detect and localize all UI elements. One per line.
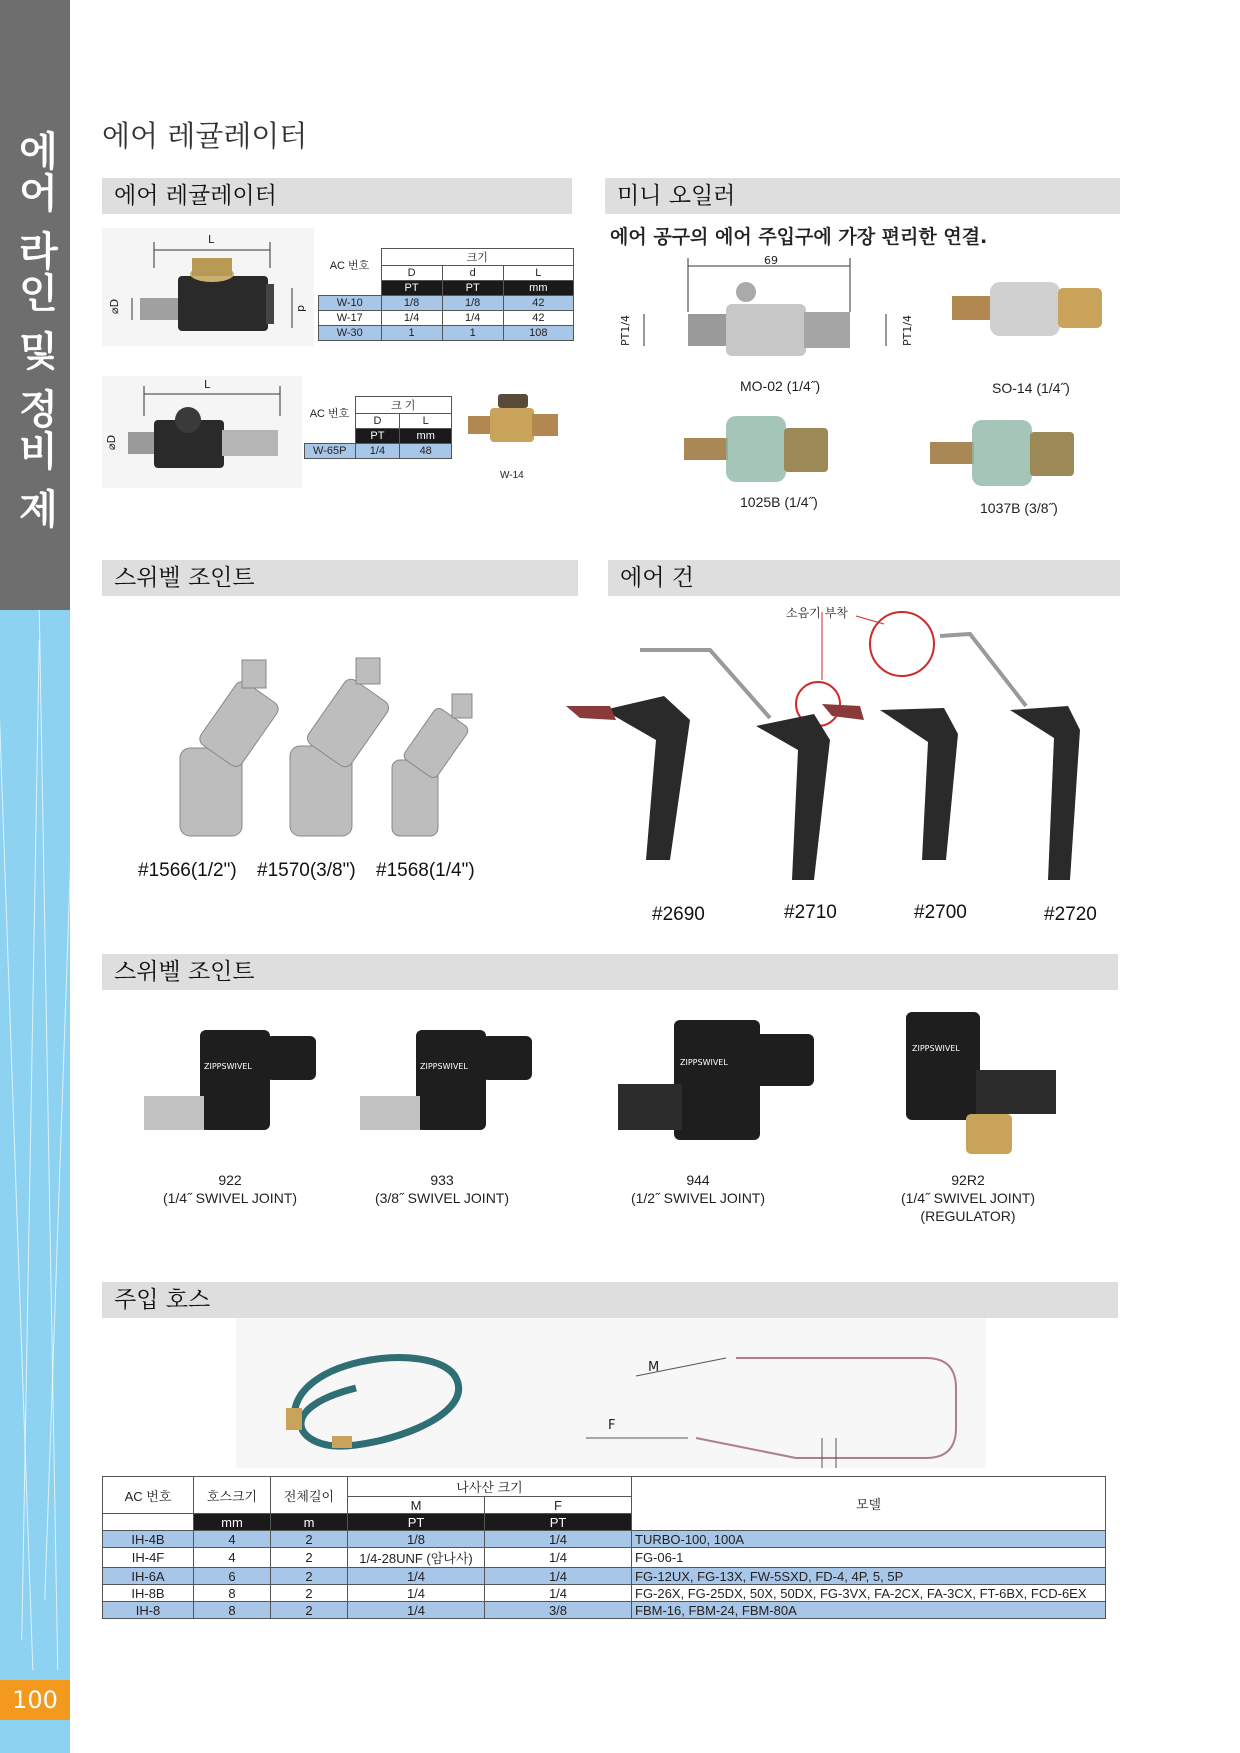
hose-image xyxy=(236,1318,986,1468)
table-row: W-30 1 1 108 xyxy=(319,326,574,341)
w14-caption: W-14 xyxy=(500,470,524,481)
swivel-933-desc: (3/8˝ SWIVEL JOINT) xyxy=(374,1190,510,1206)
table-row: IH-6A 6 2 1/4 1/4 FG-12UX, FG-13X, FW-5SXD, FD-4, 4P, 5, 5P xyxy=(103,1568,1106,1585)
swivel-944-code: 944 xyxy=(686,1172,710,1188)
dim-L-label: L xyxy=(208,233,215,246)
unit-cell: PT xyxy=(442,281,503,296)
col-header: L xyxy=(503,266,573,281)
table-header-ac: AC 번호 xyxy=(103,1477,194,1514)
swivel-933-code: 933 xyxy=(430,1172,454,1188)
swivel-944-image xyxy=(614,1012,824,1148)
dim-D-label-2: ⌀D xyxy=(105,434,119,451)
col-header: D xyxy=(381,266,442,281)
w14-product-image xyxy=(462,390,566,460)
table-header-hose-size: 호스크기 xyxy=(194,1477,271,1514)
section-header-swivel-joint: 스위벨 조인트 xyxy=(102,560,578,596)
table-row: IH-4F 4 2 1/4-28UNF (암나사) 1/4 FG-06-1 xyxy=(103,1548,1106,1568)
page-number: 100 xyxy=(0,1680,70,1720)
table-header-model: 모델 xyxy=(632,1477,1106,1531)
swivel-caption: #1570(3/8") xyxy=(257,860,356,881)
table-header-ac: AC 번호 xyxy=(329,259,370,272)
section-header-air-gun: 에어 건 xyxy=(608,560,1120,596)
table-row: IH-8 8 2 1/4 3/8 FBM-16, FBM-24, FBM-80A xyxy=(103,1602,1106,1619)
swivel-922-image xyxy=(140,1018,320,1144)
zipp-brand-label: ZIPPSWIVEL xyxy=(204,1062,252,1071)
table-row: W-65P 1/4 48 xyxy=(305,444,452,459)
table-row: W-17 1/4 1/4 42 xyxy=(319,311,574,326)
table-row: W-10 1/8 1/8 42 xyxy=(319,296,574,311)
zipp-brand-label: ZIPPSWIVEL xyxy=(912,1044,960,1053)
swivel-caption: #1566(1/2") xyxy=(138,860,237,881)
mini-oiler-caption: 1025B (1/4˝) xyxy=(740,494,818,510)
table-row: IH-8B 8 2 1/4 1/4 FG-26X, FG-25DX, 50X, 50DX, FG-3VX, FA-2CX, FA-3CX, FT-6BX, FCD-6EX xyxy=(103,1585,1106,1602)
hose-spec-table: AC 번호 호스크기 전체길이 나사산 크기 모델 M F mm m PT PT IH-4B 4 2 1/8 1/4 TURBO-100, 100A IH-4F 4 2 1/4-28UNF (암나사) 1/4 FG-06-1 IH-6A 6 2 1/4 1/4 FG-12UX, FG-13X, FW-5SXD, FD-4, 4P, 5, 5P IH-8B 8 2 1/4 1/4 FG-26X, FG-25DX, 50X, 50DX, FG-3VX, FA-2CX, FA-3CX, FT-6BX, FCD-6EX IH-8 8 2 1/4 3/8 FBM-16, FBM-24, FBM-80A xyxy=(102,1476,1106,1619)
hose-diagram-f-label: F xyxy=(608,1418,616,1433)
swivel-caption: #1568(1/4") xyxy=(376,860,475,881)
swivel-92r2-desc: (1/4˝ SWIVEL JOINT) xyxy=(900,1190,1036,1206)
swivel-92r2-code: 92R2 xyxy=(951,1172,985,1188)
table-header-size: 크기 xyxy=(381,249,574,266)
unit-cell: PT xyxy=(381,281,442,296)
mini-oiler-caption: MO-02 (1/4˝) xyxy=(740,378,821,394)
hose-diagram-m-label: M xyxy=(648,1360,660,1375)
table-header-length: 전체길이 xyxy=(271,1477,348,1514)
regulator-diagram-1 xyxy=(102,228,314,346)
section-header-hose: 주입 호스 xyxy=(102,1282,1118,1318)
regulator-drawing-2 xyxy=(102,376,302,488)
1037b-product-image xyxy=(926,412,1086,494)
zipp-brand-label: ZIPPSWIVEL xyxy=(420,1062,468,1071)
dim-69-label: 69 xyxy=(764,254,778,267)
mini-oiler-caption: SO-14 (1/4˝) xyxy=(992,380,1070,396)
so14-product-image xyxy=(948,268,1108,348)
mini-oiler-caption: 1037B (3/8˝) xyxy=(980,500,1058,516)
regulator-spec-table-2: AC 번호 크 기 D L PT mm W-65P 1/4 48 xyxy=(304,396,452,459)
swivel-944-desc: (1/2˝ SWIVEL JOINT) xyxy=(630,1190,766,1206)
air-gun-caption: #2710 xyxy=(784,902,837,923)
swivel-922-code: 922 xyxy=(218,1172,242,1188)
regulator-spec-table xyxy=(318,248,574,341)
table-header-thread: 나사산 크기 xyxy=(348,1477,632,1497)
1025b-product-image xyxy=(680,408,840,490)
dim-D-label: ⌀D xyxy=(108,298,122,315)
unit-cell: mm xyxy=(503,281,573,296)
regulator-diagram-2 xyxy=(102,376,302,488)
page-title: 에어 레귤레이터 xyxy=(102,119,308,153)
swivel-92r2-extra: (REGULATOR) xyxy=(920,1208,1016,1224)
zipp-brand-label: ZIPPSWIVEL xyxy=(680,1058,728,1067)
sidebar-title: 에어 라인 및 정비 제 xyxy=(12,130,58,530)
pt-right-label: PT1/4 xyxy=(901,314,915,347)
mo02-diagram xyxy=(614,252,914,370)
air-gun-images xyxy=(560,610,1120,900)
pt-left-label: PT1/4 xyxy=(619,314,633,347)
air-gun-caption: #2700 xyxy=(914,902,967,923)
dim-L-label-2: L xyxy=(204,378,211,391)
section-header-mini-oiler: 미니 오일러 xyxy=(605,178,1120,214)
muffler-callout-label: 소음기 부착 xyxy=(786,606,848,620)
air-gun-caption: #2690 xyxy=(652,904,705,925)
swivel-922-desc: (1/4˝ SWIVEL JOINT) xyxy=(162,1190,298,1206)
section-header-regulator: 에어 레귤레이터 xyxy=(102,178,572,214)
table-row: IH-4B 4 2 1/8 1/4 TURBO-100, 100A xyxy=(103,1531,1106,1548)
section-header-swivel-joint-2: 스위벨 조인트 xyxy=(102,954,1118,990)
mini-oiler-subtitle: 에어 공구의 에어 주입구에 가장 편리한 연결. xyxy=(610,226,988,248)
dim-d-label: d xyxy=(294,305,308,312)
swivel-92r2-image xyxy=(896,1006,1066,1156)
air-gun-caption: #2720 xyxy=(1044,904,1097,925)
swivel-933-image xyxy=(356,1018,536,1144)
swivel-joint-images xyxy=(160,656,500,846)
col-header: d xyxy=(442,266,503,281)
